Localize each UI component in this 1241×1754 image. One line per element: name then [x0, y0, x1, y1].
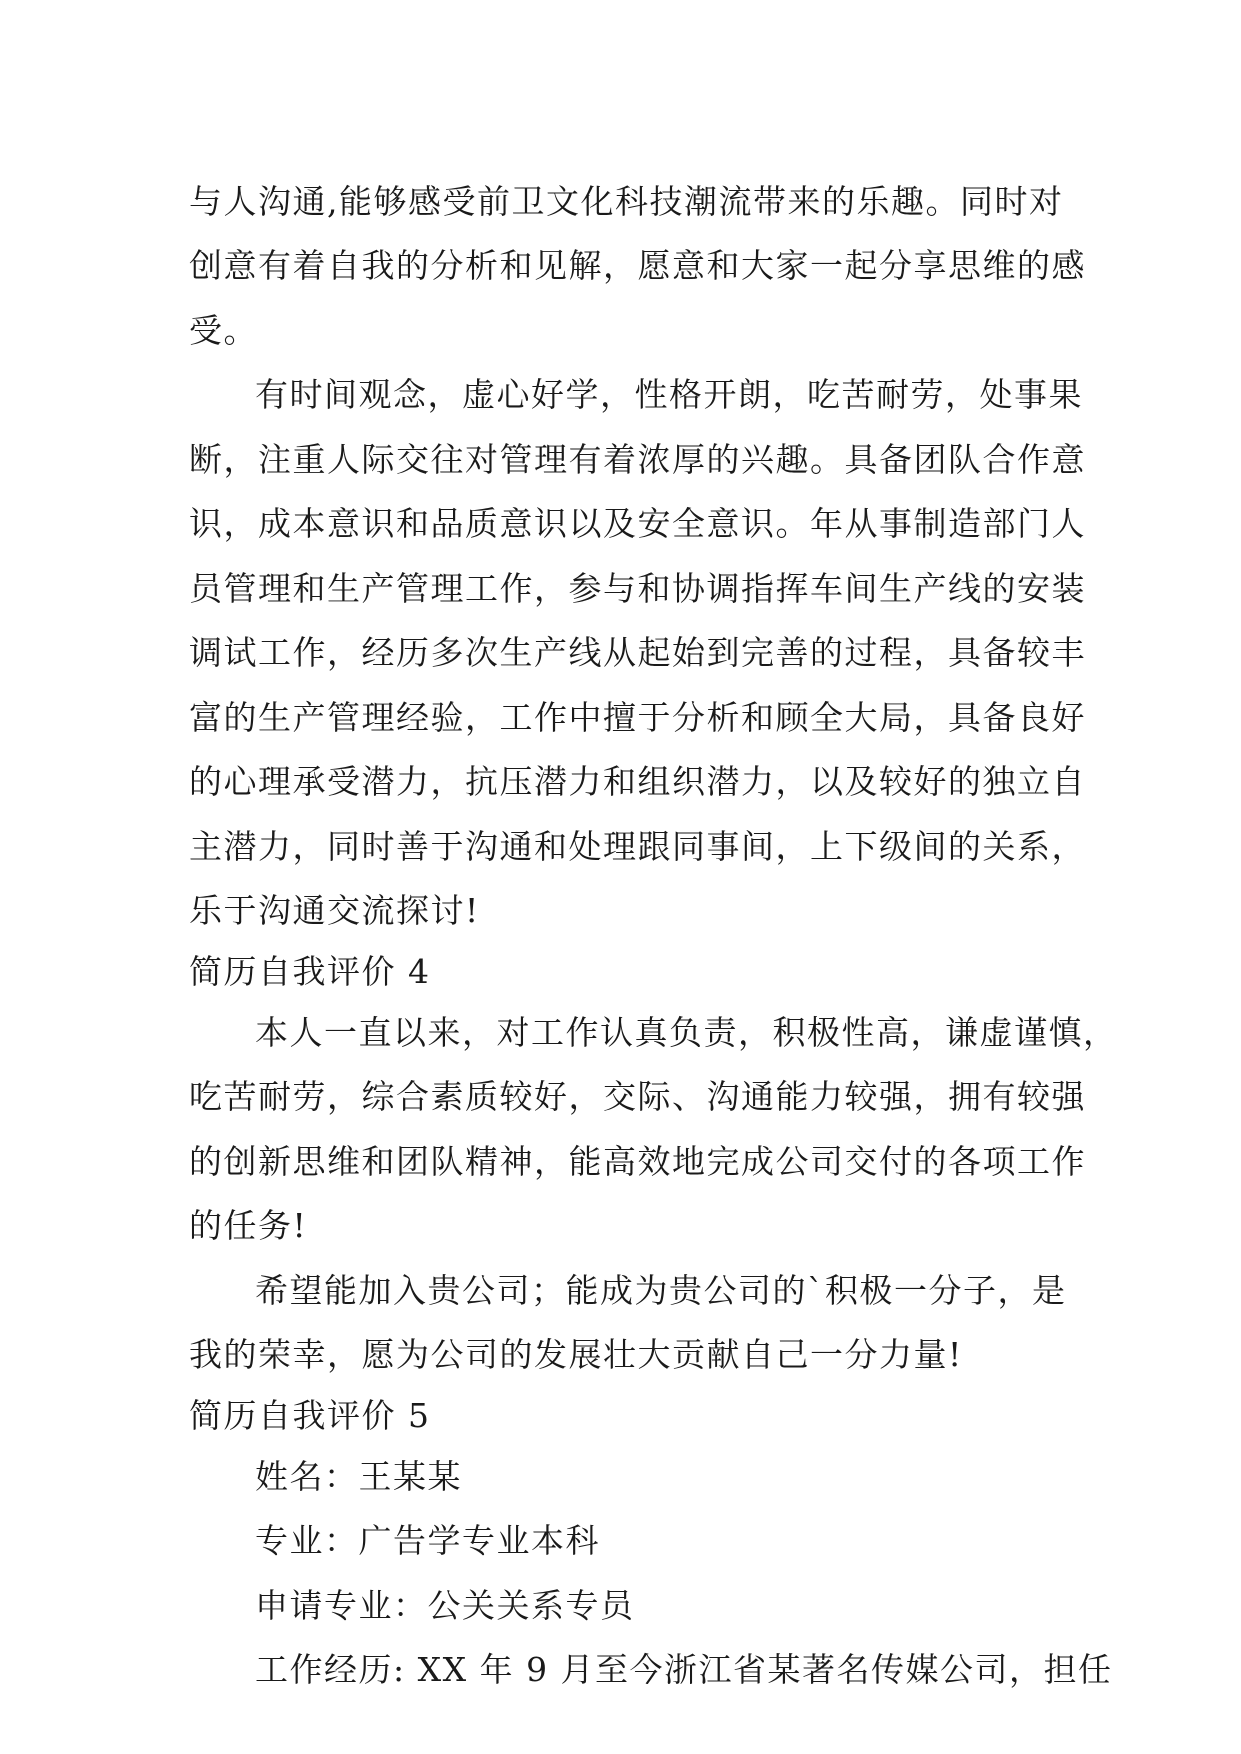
text-line: 的心理承受潜力，抗压潜力和组织潜力，以及较好的独立自 [189, 762, 1086, 802]
section-heading: 简历自我评价 5 [189, 1396, 431, 1435]
text-line: 希望能加入贵公司；能成为贵公司的`积极一分子，是 [255, 1270, 1067, 1310]
text-line: 创意有着自我的分析和见解，愿意和大家一起分享思维的感 [189, 246, 1086, 286]
text-line: 调试工作，经历多次生产线从起始到完善的过程，具备较丰 [189, 633, 1086, 673]
text-line: 主潜力，同时善于沟通和处理跟同事间，上下级间的关系， [189, 826, 1086, 866]
text-line: 识，成本意识和品质意识以及安全意识。年从事制造部门人 [189, 504, 1086, 544]
document-body [189, 167, 1118, 1700]
text-line: 断，注重人际交往对管理有着浓厚的兴趣。具备团队合作意 [189, 439, 1086, 479]
field-applied-position: 申请专业：公关关系专员 [255, 1585, 635, 1625]
text-line: 乐于沟通交流探讨! [189, 891, 480, 931]
text-line: 与人沟通,能够感受前卫文化科技潮流带来的乐趣。同时对 [189, 181, 1064, 221]
text-line: 吃苦耐劳，综合素质较好，交际、沟通能力较强，拥有较强 [189, 1077, 1086, 1117]
field-name: 姓名：王某某 [255, 1456, 462, 1496]
text-line: 本人一直以来，对工作认真负责，积极性高，谦虚谨慎， [255, 1012, 1118, 1052]
text-line: 的任务! [189, 1206, 308, 1246]
text-line: 的创新思维和团队精神，能高效地完成公司交付的各项工作 [189, 1141, 1086, 1181]
text-line: 有时间观念，虚心好学，性格开朗，吃苦耐劳，处事果 [255, 375, 1083, 415]
text-line: 受。 [189, 310, 258, 350]
field-major: 专业：广告学专业本科 [255, 1521, 600, 1561]
text-line: 我的荣幸，愿为公司的发展壮大贡献自己一分力量! [189, 1335, 963, 1375]
field-work-experience: 工作经历: XX 年 9 月至今浙江省某著名传媒公司，担任 [255, 1650, 1113, 1690]
text-line: 富的生产管理经验，工作中擅于分析和顾全大局，具备良好 [189, 697, 1086, 737]
section-heading: 简历自我评价 4 [189, 952, 431, 991]
text-line: 员管理和生产管理工作，参与和协调指挥车间生产线的安装 [189, 568, 1086, 608]
